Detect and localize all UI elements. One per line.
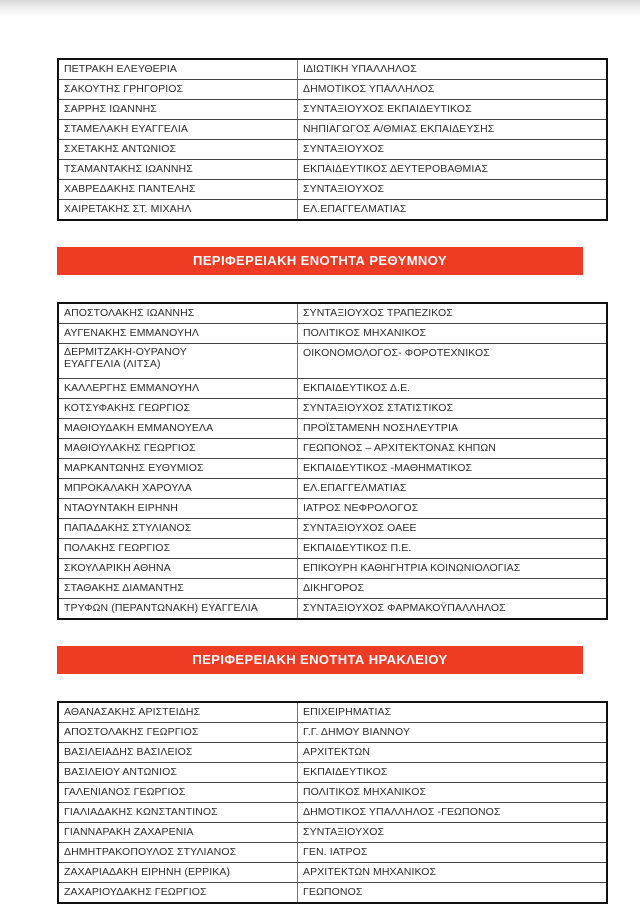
section-gap <box>57 674 583 701</box>
cell-profession: ΙΔΙΩΤΙΚΗ ΥΠΑΛΛΗΛΟΣ <box>298 59 608 80</box>
roster-content <box>57 58 583 904</box>
cell-name: ΤΣΑΜΑΝΤΑΚΗΣ ΙΩΑΝΝΗΣ <box>58 160 298 180</box>
cell-name: ΣΑΡΡΗΣ ΙΩΑΝΝΗΣ <box>58 100 298 120</box>
cell-name: ΜΑΘΙΟΥΛΑΚΗΣ ΓΕΩΡΓΙΟΣ <box>58 439 298 459</box>
cell-name: ΣΚΟΥΛΑΡΙΚΗ ΑΘΗΝΑ <box>58 559 298 579</box>
table-row <box>58 843 607 863</box>
table-row <box>58 883 607 904</box>
cell-profession: ΔΗΜΟΤΙΚΟΣ ΥΠΑΛΛΗΛΟΣ <box>298 80 608 100</box>
cell-name: ΖΑΧΑΡΙΑΔΑΚΗ ΕΙΡΗΝΗ (ΕΡΡΙΚΑ) <box>58 863 298 883</box>
cell-profession: ΓΕΝ. ΙΑΤΡΟΣ <box>298 843 608 863</box>
table-row <box>58 559 607 579</box>
table-row <box>58 702 607 723</box>
cell-profession: ΣΥΝΤΑΞΙΟΥΧΟΣ <box>298 180 608 200</box>
table-row <box>58 823 607 843</box>
cell-name: ΑΠΟΣΤΟΛΑΚΗΣ ΓΕΩΡΓΙΟΣ <box>58 723 298 743</box>
cell-profession: Γ.Γ. ΔΗΜΟΥ ΒΙΑΝΝΟΥ <box>298 723 608 743</box>
table-row <box>58 763 607 783</box>
table-row <box>58 519 607 539</box>
cell-profession: ΕΠΙΚΟΥΡΗ ΚΑΘΗΓΗΤΡΙΑ ΚΟΙΝΩΝΙΟΛΟΓΙΑΣ <box>298 559 608 579</box>
cell-name: ΑΠΟΣΤΟΛΑΚΗΣ ΙΩΑΝΝΗΣ <box>58 303 298 324</box>
cell-profession: ΔΙΚΗΓΟΡΟΣ <box>298 579 608 599</box>
cell-name: ΝΤΑΟΥΝΤΑΚΗ ΕΙΡΗΝΗ <box>58 499 298 519</box>
cell-profession: ΣΥΝΤΑΞΙΟΥΧΟΣ <box>298 140 608 160</box>
cell-profession: ΟΙΚΟΝΟΜΟΛΟΓΟΣ- ΦΟΡΟΤΕΧΝΙΚΟΣ <box>298 344 608 379</box>
table-row <box>58 479 607 499</box>
cell-profession: ΣΥΝΤΑΞΙΟΥΧΟΣ <box>298 823 608 843</box>
table-row <box>58 499 607 519</box>
roster-table-section-heraklion <box>57 701 608 904</box>
cell-profession: ΠΟΛΙΤΙΚΟΣ ΜΗΧΑΝΙΚΟΣ <box>298 324 608 344</box>
table-row <box>58 303 607 324</box>
table-row <box>58 803 607 823</box>
cell-profession: ΔΗΜΟΤΙΚΟΣ ΥΠΑΛΛΗΛΟΣ -ΓΕΩΠΟΝΟΣ <box>298 803 608 823</box>
table-row <box>58 783 607 803</box>
cell-name: ΣΤΑΘΑΚΗΣ ΔΙΑΜΑΝΤΗΣ <box>58 579 298 599</box>
cell-name: ΠΑΠΑΔΑΚΗΣ ΣΤΥΛΙΑΝΟΣ <box>58 519 298 539</box>
cell-name: ΧΑΙΡΕΤΑΚΗΣ ΣΤ. ΜΙΧΑΗΛ <box>58 200 298 221</box>
cell-name: ΣΑΚΟΥΤΗΣ ΓΡΗΓΟΡΙΟΣ <box>58 80 298 100</box>
table-row <box>58 324 607 344</box>
cell-name: ΧΑΒΡΕΔΑΚΗΣ ΠΑΝΤΕΛΗΣ <box>58 180 298 200</box>
section-banner-section-heraklion: ΠΕΡΙΦΕΡΕΙΑΚΗ ΕΝΟΤΗΤΑ ΗΡΑΚΛΕΙΟΥ <box>57 646 583 674</box>
section-gap <box>57 221 583 247</box>
cell-profession: ΕΛ.ΕΠΑΓΓΕΛΜΑΤΙΑΣ <box>298 479 608 499</box>
cell-profession: ΠΟΛΙΤΙΚΟΣ ΜΗΧΑΝΙΚΟΣ <box>298 783 608 803</box>
cell-profession: ΓΕΩΠΟΝΟΣ <box>298 883 608 904</box>
cell-profession: ΕΚΠΑΙΔΕΥΤΙΚΟΣ ΔΕΥΤΕΡΟΒΑΘΜΙΑΣ <box>298 160 608 180</box>
cell-profession: ΕΠΙΧΕΙΡΗΜΑΤΙΑΣ <box>298 702 608 723</box>
table-row <box>58 863 607 883</box>
roster-table-section-continued-top <box>57 58 608 221</box>
section-gap <box>57 620 583 646</box>
cell-name: ΓΑΛΕΝΙΑΝΟΣ ΓΕΩΡΓΙΟΣ <box>58 783 298 803</box>
table-row <box>58 344 607 379</box>
cell-name: ΑΘΑΝΑΣΑΚΗΣ ΑΡΙΣΤΕΙΔΗΣ <box>58 702 298 723</box>
table-row <box>58 439 607 459</box>
table-row <box>58 379 607 399</box>
table-row <box>58 459 607 479</box>
cell-name: ΚΟΤΣΥΦΑΚΗΣ ΓΕΩΡΓΙΟΣ <box>58 399 298 419</box>
cell-name <box>58 344 298 379</box>
table-row <box>58 723 607 743</box>
cell-profession: ΣΥΝΤΑΞΙΟΥΧΟΣ ΤΡΑΠΕΖΙΚΟΣ <box>298 303 608 324</box>
cell-name: ΜΑΘΙΟΥΔΑΚΗ ΕΜΜΑΝΟΥΕΛΑ <box>58 419 298 439</box>
table-row <box>58 399 607 419</box>
cell-name: ΜΑΡΚΑΝΤΩΝΗΣ ΕΥΘΥΜΙΟΣ <box>58 459 298 479</box>
table-row <box>58 419 607 439</box>
cell-profession: ΕΚΠΑΙΔΕΥΤΙΚΟΣ Δ.Ε. <box>298 379 608 399</box>
table-row <box>58 100 607 120</box>
cell-profession: ΣΥΝΤΑΞΙΟΥΧΟΣ ΟΑΕΕ <box>298 519 608 539</box>
cell-name: ΠΕΤΡΑΚΗ ΕΛΕΥΘΕΡΙΑ <box>58 59 298 80</box>
table-row <box>58 599 607 620</box>
cell-name: ΔΗΜΗΤΡΑΚΟΠΟΥΛΟΣ ΣΤΥΛΙΑΝΟΣ <box>58 843 298 863</box>
table-row <box>58 200 607 221</box>
cell-profession: ΣΥΝΤΑΞΙΟΥΧΟΣ ΕΚΠΑΙΔΕΥΤΙΚΟΣ <box>298 100 608 120</box>
cell-name: ΚΑΛΛΕΡΓΗΣ ΕΜΜΑΝΟΥΗΛ <box>58 379 298 399</box>
cell-name: ΜΠΡΟΚΑΛΑΚΗ ΧΑΡΟΥΛΑ <box>58 479 298 499</box>
cell-profession: ΕΚΠΑΙΔΕΥΤΙΚΟΣ -ΜΑΘΗΜΑΤΙΚΟΣ <box>298 459 608 479</box>
cell-name: ΤΡΥΦΩΝ (ΠΕΡΑΝΤΩΝΑΚΗ) ΕΥΑΓΓΕΛΙΑ <box>58 599 298 620</box>
table-row <box>58 59 607 80</box>
table-row <box>58 539 607 559</box>
table-row <box>58 160 607 180</box>
section-banner-section-rethymno: ΠΕΡΙΦΕΡΕΙΑΚΗ ΕΝΟΤΗΤΑ ΡΕΘΥΜΝΟΥ <box>57 247 583 275</box>
cell-name: ΓΙΑΛΙΑΔΑΚΗΣ ΚΩΝΣΤΑΝΤΙΝΟΣ <box>58 803 298 823</box>
cell-name: ΓΙΑΝΝΑΡΑΚΗ ΖΑΧΑΡΕΝΙΑ <box>58 823 298 843</box>
cell-name: ΑΥΓΕΝΑΚΗΣ ΕΜΜΑΝΟΥΗΛ <box>58 324 298 344</box>
cell-name: ΣΤΑΜΕΛΑΚΗ ΕΥΑΓΓΕΛΙΑ <box>58 120 298 140</box>
cell-name: ΖΑΧΑΡΙΟΥΔΑΚΗΣ ΓΕΩΡΓΙΟΣ <box>58 883 298 904</box>
cell-profession: ΑΡΧΙΤΕΚΤΩΝ <box>298 743 608 763</box>
cell-name: ΒΑΣΙΛΕΙΟΥ ΑΝΤΩΝΙΟΣ <box>58 763 298 783</box>
cell-profession: ΕΛ.ΕΠΑΓΓΕΛΜΑΤΙΑΣ <box>298 200 608 221</box>
cell-name-line-2: ΕΥΑΓΓΕΛΙΑ (ΛΙΤΣΑ) <box>64 357 161 370</box>
cell-profession: ΝΗΠΙΑΓΩΓΟΣ Α/ΘΜΙΑΣ ΕΚΠΑΙΔΕΥΣΗΣ <box>298 120 608 140</box>
table-row <box>58 80 607 100</box>
roster-table-section-rethymno <box>57 302 608 620</box>
cell-profession: ΕΚΠΑΙΔΕΥΤΙΚΟΣ <box>298 763 608 783</box>
table-row <box>58 120 607 140</box>
table-row <box>58 743 607 763</box>
cell-profession: ΙΑΤΡΟΣ ΝΕΦΡΟΛΟΓΟΣ <box>298 499 608 519</box>
cell-profession: ΓΕΩΠΟΝΟΣ – ΑΡΧΙΤΕΚΤΟΝΑΣ ΚΗΠΩΝ <box>298 439 608 459</box>
cell-profession: ΑΡΧΙΤΕΚΤΩΝ ΜΗΧΑΝΙΚΟΣ <box>298 863 608 883</box>
cell-profession: ΠΡΟΪΣΤΑΜΕΝΗ ΝΟΣΗΛΕΥΤΡΙΑ <box>298 419 608 439</box>
cell-profession: ΣΥΝΤΑΞΙΟΥΧΟΣ ΣΤΑΤΙΣΤΙΚΟΣ <box>298 399 608 419</box>
cell-name: ΣΧΕΤΑΚΗΣ ΑΝΤΩΝΙΟΣ <box>58 140 298 160</box>
cell-profession: ΣΥΝΤΑΞΙΟΥΧΟΣ ΦΑΡΜΑΚΟΫΠΑΛΛΗΛΟΣ <box>298 599 608 620</box>
cell-profession: ΕΚΠΑΙΔΕΥΤΙΚΟΣ Π.Ε. <box>298 539 608 559</box>
section-gap <box>57 275 583 302</box>
table-row <box>58 140 607 160</box>
table-row <box>58 180 607 200</box>
cell-name-line-1: ΔΕΡΜΙΤΖΑΚΗ-ΟΥΡΑΝΟΥ <box>64 346 187 358</box>
table-row <box>58 579 607 599</box>
cell-name: ΒΑΣΙΛΕΙΑΔΗΣ ΒΑΣΙΛΕΙΟΣ <box>58 743 298 763</box>
cell-name: ΠΟΛΑΚΗΣ ΓΕΩΡΓΙΟΣ <box>58 539 298 559</box>
